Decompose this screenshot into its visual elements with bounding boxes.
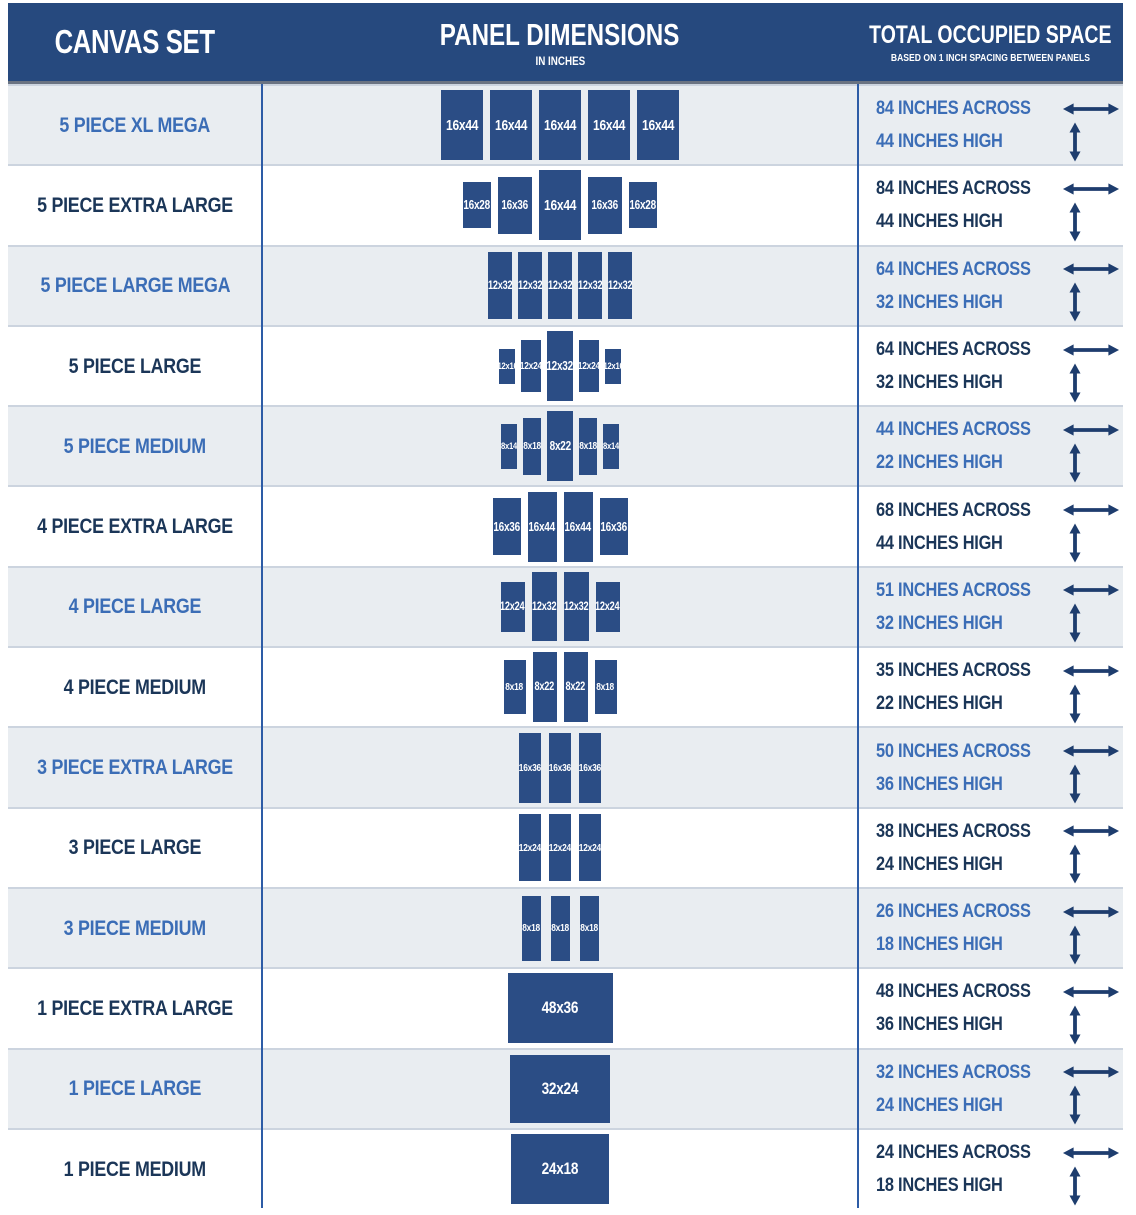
panel bbox=[521, 340, 541, 392]
panel bbox=[533, 652, 557, 722]
panel-size-label: 12x16 bbox=[603, 360, 623, 372]
inches-high-label: 22 INCHES HIGH bbox=[876, 451, 1003, 474]
occupied-space-line bbox=[876, 574, 1106, 607]
canvas-set-cell bbox=[8, 969, 262, 1047]
occupied-space-line bbox=[876, 205, 1106, 238]
panel-group bbox=[501, 411, 619, 481]
canvas-set-cell bbox=[8, 568, 262, 646]
panel-size-label: 12x24 bbox=[578, 841, 602, 854]
inches-across-label: 26 INCHES ACROSS bbox=[876, 900, 1031, 923]
horizontal-arrow-icon bbox=[1060, 102, 1122, 116]
panel-group bbox=[501, 572, 620, 641]
canvas-set-label: 5 PIECE XL MEGA bbox=[59, 112, 211, 137]
panel-group bbox=[510, 1055, 610, 1123]
panel bbox=[547, 331, 573, 401]
panel-size-label: 8x22 bbox=[534, 681, 555, 694]
panel bbox=[564, 572, 589, 641]
panel bbox=[578, 252, 602, 319]
inches-high-label: 18 INCHES HIGH bbox=[876, 1174, 1003, 1196]
panel bbox=[499, 349, 515, 384]
canvas-set-label: 5 PIECE LARGE bbox=[68, 353, 202, 378]
panel-size-label: 8x18 bbox=[596, 681, 615, 694]
inches-high-label: 18 INCHES HIGH bbox=[876, 933, 1003, 956]
canvas-size-chart bbox=[8, 3, 1123, 1208]
occupied-space-line bbox=[876, 895, 1106, 928]
inches-high-label: 44 INCHES HIGH bbox=[876, 130, 1003, 153]
occupied-space-line bbox=[876, 1136, 1106, 1169]
panel bbox=[596, 582, 620, 632]
panel-size-label: 12x24 bbox=[577, 360, 601, 373]
panel bbox=[463, 182, 491, 228]
inches-across-label: 64 INCHES ACROSS bbox=[876, 257, 1031, 280]
occupied-space-line bbox=[876, 1008, 1106, 1041]
panel bbox=[603, 424, 619, 469]
occupied-space-cell bbox=[858, 1050, 1123, 1128]
panel-size-label: 16x28 bbox=[629, 198, 657, 213]
panel bbox=[549, 814, 571, 881]
panel-size-label: 16x44 bbox=[592, 116, 626, 134]
panel bbox=[493, 498, 521, 555]
canvas-set-label: 4 PIECE MEDIUM bbox=[63, 674, 207, 699]
panel-size-label: 12x32 bbox=[531, 600, 557, 613]
occupied-space-cell bbox=[858, 809, 1123, 887]
vertical-arrow-icon bbox=[1044, 363, 1106, 403]
table-row bbox=[8, 1048, 1123, 1128]
panel-size-label: 16x36 bbox=[501, 198, 529, 213]
inches-high-label: 24 INCHES HIGH bbox=[876, 852, 1003, 875]
panel bbox=[564, 652, 588, 722]
panel bbox=[595, 660, 617, 714]
panel bbox=[579, 733, 601, 803]
inches-high-label: 32 INCHES HIGH bbox=[876, 611, 1003, 634]
horizontal-arrow-icon bbox=[1060, 262, 1122, 276]
horizontal-arrow-icon bbox=[1060, 664, 1122, 678]
occupied-space-cell bbox=[858, 728, 1123, 806]
occupied-space-cell bbox=[858, 86, 1123, 164]
occupied-space-cell bbox=[858, 327, 1123, 405]
panel-size-label: 12x24 bbox=[548, 841, 572, 854]
panel-group bbox=[522, 896, 599, 961]
vertical-arrow-icon bbox=[1044, 764, 1106, 804]
occupied-space-line bbox=[876, 92, 1106, 125]
inches-across-label: 24 INCHES ACROSS bbox=[876, 1141, 1031, 1163]
table-row bbox=[8, 164, 1123, 244]
occupied-space-line bbox=[876, 366, 1106, 399]
panel bbox=[579, 340, 599, 392]
panel bbox=[549, 733, 571, 803]
panel-size-label: 16x44 bbox=[564, 519, 592, 534]
vertical-arrow-icon bbox=[1044, 684, 1106, 724]
occupied-space-cell bbox=[858, 889, 1123, 967]
inches-high-label: 44 INCHES HIGH bbox=[876, 210, 1003, 233]
inches-across-label: 68 INCHES ACROSS bbox=[876, 498, 1031, 521]
panel-size-label: 8x14 bbox=[603, 440, 619, 452]
canvas-set-cell bbox=[8, 327, 262, 405]
panel-size-label: 8x22 bbox=[549, 439, 571, 454]
panel-dimensions-cell bbox=[262, 1050, 858, 1128]
panel-dimensions-cell bbox=[262, 728, 858, 806]
table-row bbox=[8, 726, 1123, 806]
vertical-arrow-icon bbox=[1044, 1166, 1106, 1206]
vertical-arrow-icon bbox=[1044, 1005, 1106, 1045]
occupied-space-line bbox=[876, 607, 1106, 640]
panel-size-label: 16x44 bbox=[494, 116, 528, 134]
panel-size-label: 8x18 bbox=[523, 440, 541, 453]
inches-across-label: 84 INCHES ACROSS bbox=[876, 97, 1031, 120]
panel bbox=[608, 252, 632, 319]
table-row bbox=[8, 566, 1123, 646]
panel-size-label: 16x36 bbox=[600, 519, 627, 534]
header-total-space-label: TOTAL OCCUPIED SPACE bbox=[869, 20, 1112, 49]
panel-size-label: 12x24 bbox=[518, 841, 542, 854]
panel bbox=[588, 177, 622, 234]
inches-high-label: 32 INCHES HIGH bbox=[876, 290, 1003, 313]
inches-high-label: 36 INCHES HIGH bbox=[876, 1013, 1003, 1036]
occupied-space-line bbox=[876, 654, 1106, 687]
inches-high-label: 24 INCHES HIGH bbox=[876, 1093, 1003, 1116]
panel bbox=[579, 418, 597, 475]
canvas-set-cell bbox=[8, 728, 262, 806]
occupied-space-line bbox=[876, 527, 1106, 560]
panel-group bbox=[463, 170, 657, 240]
panel-size-label: 8x18 bbox=[551, 922, 569, 935]
inches-across-label: 48 INCHES ACROSS bbox=[876, 980, 1031, 1003]
table-row bbox=[8, 1128, 1123, 1208]
occupied-space-line bbox=[876, 815, 1106, 848]
panel-size-label: 8x18 bbox=[522, 922, 540, 935]
occupied-space-line bbox=[876, 1089, 1106, 1122]
panel bbox=[600, 498, 628, 555]
table-body bbox=[8, 84, 1123, 1208]
occupied-space-line bbox=[876, 172, 1106, 205]
canvas-set-label: 1 PIECE LARGE bbox=[68, 1076, 202, 1101]
table-row bbox=[8, 967, 1123, 1047]
panel-size-label: 12x24 bbox=[595, 600, 620, 613]
column-divider-right bbox=[857, 84, 859, 1208]
canvas-set-label: 1 PIECE MEDIUM bbox=[63, 1156, 207, 1181]
panel bbox=[532, 572, 557, 641]
panel bbox=[519, 733, 541, 803]
panel-size-label: 16x44 bbox=[543, 116, 577, 134]
panel bbox=[522, 896, 541, 961]
occupied-space-cell bbox=[858, 568, 1123, 646]
panel-dimensions-cell bbox=[262, 247, 858, 325]
canvas-set-cell bbox=[8, 1130, 262, 1208]
occupied-space-cell bbox=[858, 247, 1123, 325]
panel bbox=[510, 1055, 610, 1123]
panel-dimensions-cell bbox=[262, 568, 858, 646]
inches-across-label: 38 INCHES ACROSS bbox=[876, 819, 1031, 842]
panel-dimensions-cell bbox=[262, 327, 858, 405]
canvas-set-cell bbox=[8, 487, 262, 565]
canvas-set-label: 5 PIECE MEDIUM bbox=[63, 433, 207, 458]
panel bbox=[588, 90, 630, 160]
panel bbox=[564, 492, 593, 562]
header-panel-dimensions-label: PANEL DIMENSIONS bbox=[440, 16, 680, 52]
canvas-set-label: 3 PIECE MEDIUM bbox=[63, 915, 207, 940]
panel-dimensions-cell bbox=[262, 86, 858, 164]
panel-dimensions-cell bbox=[262, 487, 858, 565]
horizontal-arrow-icon bbox=[1060, 1146, 1122, 1160]
panel bbox=[637, 90, 679, 160]
horizontal-arrow-icon bbox=[1060, 423, 1122, 437]
inches-high-label: 44 INCHES HIGH bbox=[876, 531, 1003, 554]
panel-size-label: 16x36 bbox=[591, 198, 619, 213]
vertical-arrow-icon bbox=[1044, 282, 1106, 322]
canvas-set-cell bbox=[8, 407, 262, 485]
panel-group bbox=[488, 252, 632, 319]
inches-across-label: 64 INCHES ACROSS bbox=[876, 338, 1031, 361]
canvas-set-cell bbox=[8, 247, 262, 325]
occupied-space-line bbox=[876, 286, 1106, 319]
inches-high-label: 22 INCHES HIGH bbox=[876, 692, 1003, 715]
panel bbox=[511, 1134, 609, 1204]
panel-size-label: 16x36 bbox=[493, 519, 520, 534]
vertical-arrow-icon bbox=[1044, 202, 1106, 242]
table-row bbox=[8, 84, 1123, 164]
canvas-set-cell bbox=[8, 86, 262, 164]
canvas-set-label: 3 PIECE EXTRA LARGE bbox=[37, 755, 233, 780]
header-canvas-set bbox=[8, 3, 262, 81]
panel bbox=[504, 660, 526, 714]
occupied-space-line bbox=[876, 494, 1106, 527]
panel-size-label: 12x16 bbox=[497, 360, 517, 372]
column-divider-left bbox=[261, 84, 263, 1208]
panel bbox=[579, 814, 601, 881]
panel-group bbox=[511, 1134, 609, 1204]
horizontal-arrow-icon bbox=[1060, 583, 1122, 597]
horizontal-arrow-icon bbox=[1060, 744, 1122, 758]
panel bbox=[519, 814, 541, 881]
occupied-space-line bbox=[876, 333, 1106, 366]
horizontal-arrow-icon bbox=[1060, 985, 1122, 999]
panel bbox=[441, 90, 483, 160]
vertical-arrow-icon bbox=[1044, 925, 1106, 965]
inches-across-label: 50 INCHES ACROSS bbox=[876, 739, 1031, 762]
panel-dimensions-cell bbox=[262, 809, 858, 887]
panel-size-label: 12x24 bbox=[519, 360, 543, 373]
occupied-space-line bbox=[876, 848, 1106, 881]
panel bbox=[490, 90, 532, 160]
canvas-set-label: 4 PIECE EXTRA LARGE bbox=[37, 514, 233, 539]
occupied-space-line bbox=[876, 253, 1106, 286]
inches-across-label: 84 INCHES ACROSS bbox=[876, 177, 1031, 200]
panel-size-label: 16x44 bbox=[641, 116, 675, 134]
header-total-space bbox=[858, 3, 1123, 81]
panel-size-label: 12x32 bbox=[577, 279, 603, 292]
canvas-set-label: 5 PIECE EXTRA LARGE bbox=[37, 192, 233, 217]
inches-across-label: 32 INCHES ACROSS bbox=[876, 1060, 1031, 1083]
panel-size-label: 8x18 bbox=[579, 440, 597, 453]
panel bbox=[523, 418, 541, 475]
panel-dimensions-cell bbox=[262, 166, 858, 244]
horizontal-arrow-icon bbox=[1060, 1065, 1122, 1079]
canvas-set-label: 5 PIECE LARGE MEGA bbox=[40, 273, 230, 298]
occupied-space-cell bbox=[858, 648, 1123, 726]
panel bbox=[539, 170, 581, 240]
occupied-space-cell bbox=[858, 969, 1123, 1047]
panel-group bbox=[499, 331, 621, 401]
panel bbox=[629, 182, 657, 228]
panel-group bbox=[519, 733, 601, 803]
table-row bbox=[8, 245, 1123, 325]
panel-size-label: 8x22 bbox=[565, 681, 586, 694]
canvas-set-cell bbox=[8, 889, 262, 967]
occupied-space-line bbox=[876, 413, 1106, 446]
occupied-space-cell bbox=[858, 487, 1123, 565]
panel-group bbox=[493, 492, 628, 562]
canvas-set-label: 3 PIECE LARGE bbox=[68, 835, 202, 860]
canvas-set-cell bbox=[8, 809, 262, 887]
inches-across-label: 35 INCHES ACROSS bbox=[876, 659, 1031, 682]
occupied-space-line bbox=[876, 735, 1106, 768]
panel-size-label: 16x28 bbox=[463, 198, 491, 213]
occupied-space-line bbox=[876, 446, 1106, 479]
panel bbox=[551, 896, 570, 961]
panel-dimensions-cell bbox=[262, 889, 858, 967]
panel-dimensions-cell bbox=[262, 969, 858, 1047]
horizontal-arrow-icon bbox=[1060, 343, 1122, 357]
occupied-space-line bbox=[876, 975, 1106, 1008]
panel bbox=[580, 896, 599, 961]
panel-size-label: 12x32 bbox=[547, 279, 573, 292]
panel bbox=[605, 349, 621, 384]
vertical-arrow-icon bbox=[1044, 603, 1106, 643]
panel-dimensions-cell bbox=[262, 648, 858, 726]
table-row bbox=[8, 325, 1123, 405]
inches-across-label: 51 INCHES ACROSS bbox=[876, 578, 1031, 601]
table-header bbox=[8, 3, 1123, 81]
panel-size-label: 24x18 bbox=[541, 1159, 579, 1178]
canvas-set-cell bbox=[8, 166, 262, 244]
panel-size-label: 16x36 bbox=[518, 761, 542, 774]
panel bbox=[488, 252, 512, 319]
panel-group bbox=[508, 973, 613, 1043]
panel-size-label: 16x44 bbox=[445, 116, 479, 134]
panel bbox=[498, 177, 532, 234]
table-row bbox=[8, 485, 1123, 565]
panel-size-label: 12x32 bbox=[546, 359, 574, 374]
header-total-space-subtitle: BASED ON 1 INCH SPACING BETWEEN PANELS bbox=[890, 51, 1091, 64]
canvas-set-label: 4 PIECE LARGE bbox=[68, 594, 202, 619]
horizontal-arrow-icon bbox=[1060, 503, 1122, 517]
panel-dimensions-cell bbox=[262, 407, 858, 485]
panel-size-label: 32x24 bbox=[541, 1078, 579, 1098]
panel-size-label: 16x44 bbox=[528, 519, 556, 534]
inches-across-label: 44 INCHES ACROSS bbox=[876, 418, 1031, 441]
header-panel-dimensions-subtitle: IN INCHES bbox=[535, 53, 585, 68]
panel-size-label: 12x32 bbox=[487, 279, 513, 292]
panel-group bbox=[504, 652, 617, 722]
occupied-space-line bbox=[876, 768, 1106, 801]
panel-size-label: 16x36 bbox=[578, 761, 602, 774]
panel-size-label: 8x18 bbox=[505, 681, 524, 694]
panel-size-label: 12x32 bbox=[517, 279, 543, 292]
panel bbox=[539, 90, 581, 160]
panel-group bbox=[441, 90, 679, 160]
header-canvas-set-label: CANVAS SET bbox=[54, 23, 216, 60]
panel-dimensions-cell bbox=[262, 1130, 858, 1208]
panel bbox=[508, 973, 613, 1043]
panel-size-label: 8x14 bbox=[501, 440, 517, 452]
horizontal-arrow-icon bbox=[1060, 905, 1122, 919]
panel-size-label: 16x44 bbox=[543, 196, 577, 214]
canvas-set-cell bbox=[8, 1050, 262, 1128]
panel-group bbox=[519, 814, 601, 881]
occupied-space-line bbox=[876, 687, 1106, 720]
vertical-arrow-icon bbox=[1044, 1085, 1106, 1125]
panel bbox=[501, 424, 517, 469]
panel bbox=[518, 252, 542, 319]
horizontal-arrow-icon bbox=[1060, 824, 1122, 838]
occupied-space-cell bbox=[858, 1130, 1123, 1208]
occupied-space-cell bbox=[858, 407, 1123, 485]
panel-size-label: 12x32 bbox=[607, 279, 633, 292]
vertical-arrow-icon bbox=[1044, 443, 1106, 483]
table-row bbox=[8, 405, 1123, 485]
occupied-space-line bbox=[876, 928, 1106, 961]
inches-high-label: 32 INCHES HIGH bbox=[876, 371, 1003, 394]
panel-size-label: 12x32 bbox=[563, 600, 589, 613]
panel-size-label: 16x36 bbox=[548, 761, 572, 774]
panel-size-label: 48x36 bbox=[541, 998, 579, 1018]
table-row bbox=[8, 807, 1123, 887]
occupied-space-line bbox=[876, 1169, 1106, 1202]
vertical-arrow-icon bbox=[1044, 122, 1106, 162]
header-panel-dimensions bbox=[262, 3, 858, 81]
occupied-space-cell bbox=[858, 166, 1123, 244]
vertical-arrow-icon bbox=[1044, 523, 1106, 563]
panel bbox=[547, 411, 573, 481]
occupied-space-line bbox=[876, 125, 1106, 158]
panel-size-label: 12x24 bbox=[500, 600, 525, 613]
canvas-set-cell bbox=[8, 648, 262, 726]
panel bbox=[528, 492, 557, 562]
panel bbox=[501, 582, 525, 632]
inches-high-label: 36 INCHES HIGH bbox=[876, 772, 1003, 795]
occupied-space-line bbox=[876, 1056, 1106, 1089]
horizontal-arrow-icon bbox=[1060, 182, 1122, 196]
panel bbox=[548, 252, 572, 319]
table-row bbox=[8, 646, 1123, 726]
panel-size-label: 8x18 bbox=[580, 922, 598, 935]
table-row bbox=[8, 887, 1123, 967]
canvas-set-label: 1 PIECE EXTRA LARGE bbox=[37, 995, 233, 1020]
vertical-arrow-icon bbox=[1044, 844, 1106, 884]
